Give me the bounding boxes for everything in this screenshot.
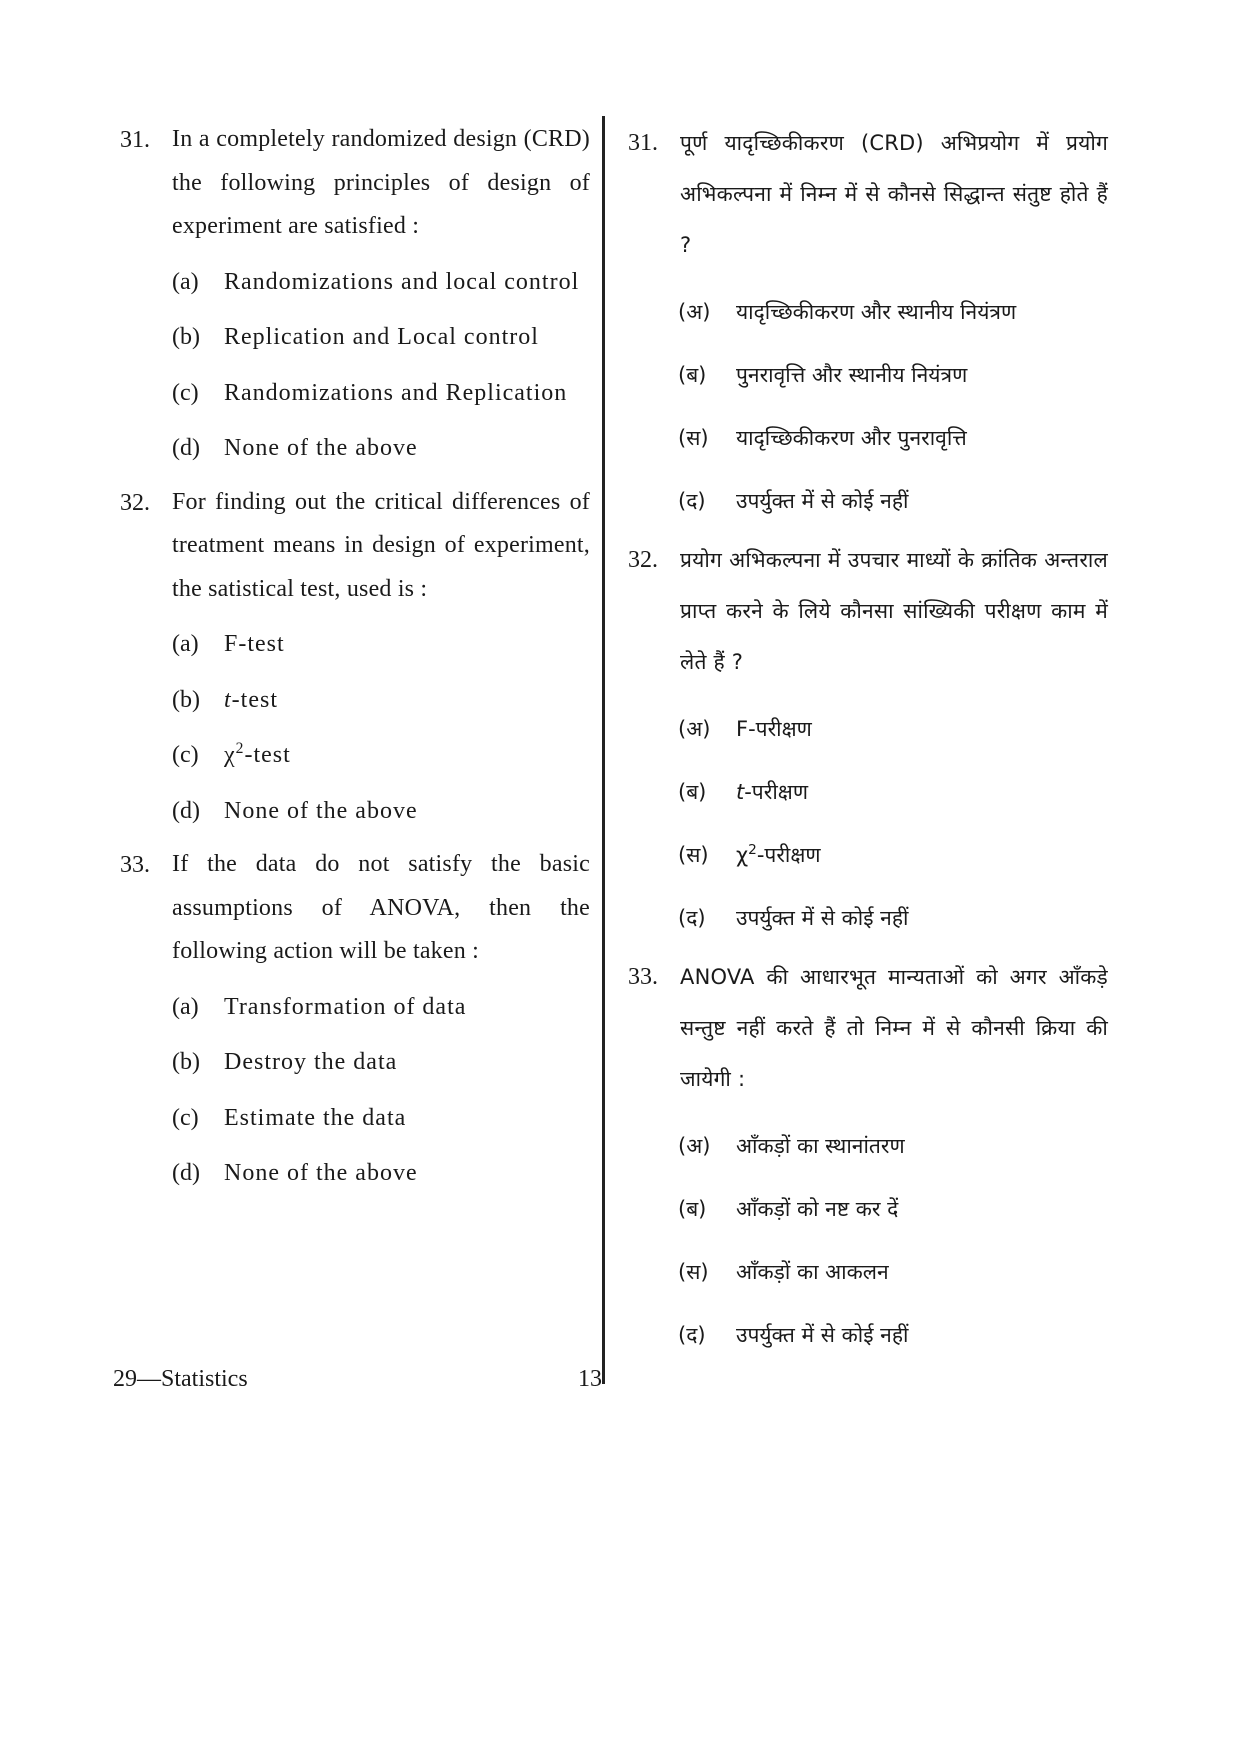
option-b [172, 679, 590, 723]
question-number: 31. [120, 127, 150, 153]
option-b [678, 770, 1108, 814]
option-c [678, 833, 1108, 877]
option-label: (d) [172, 435, 200, 461]
question-text: प्रयोग अभिकल्पना में उपचार माध्यों के क्रांतिक अन्तराल प्राप्त करने के लिये कौनसा सांख्यिकी परीक्षण काम में लेते हैं ? [680, 548, 1108, 674]
option-label: (ब) [678, 780, 707, 804]
option-label: (स) [678, 843, 709, 867]
question-text: If the data do not satisfy the basic assumptions of ANOVA, then the following action will be taken : [172, 851, 590, 964]
option-a [172, 986, 590, 1030]
question-31-en [110, 118, 590, 471]
question-text: ANOVA की आधारभूत मान्यताओं को अगर आँकड़े सन्तुष्ट नहीं करते हैं तो निम्न में से कौनसी क्रिया की जायेगी : [680, 965, 1108, 1091]
option-a [678, 290, 1108, 334]
option-a [678, 1124, 1108, 1168]
option-label: (a) [172, 993, 199, 1020]
option-d [172, 1152, 590, 1196]
option-text: आँकड़ों का आकलन [736, 1260, 889, 1284]
option-c [678, 416, 1108, 460]
option-text: Estimate the data [224, 1104, 407, 1131]
option-text: F-test [224, 631, 285, 657]
option-list [618, 290, 1108, 523]
option-label: (b) [172, 1049, 200, 1075]
option-text: $\chi^2$-test [224, 740, 291, 768]
option-list [618, 1124, 1108, 1357]
option-list [618, 707, 1108, 940]
option-list [110, 261, 590, 471]
option-text: Randomizations and Replication [224, 379, 568, 406]
question-number: 31. [628, 130, 658, 156]
question-number: 32. [628, 547, 658, 573]
option-label: (d) [172, 797, 200, 824]
option-d [678, 479, 1108, 523]
option-label: (c) [172, 1104, 199, 1131]
option-b [172, 316, 590, 360]
option-text: Replication and Local control [224, 324, 539, 350]
option-d [172, 427, 590, 471]
option-label: (द) [678, 489, 706, 513]
option-d [678, 1313, 1108, 1357]
option-c [172, 734, 590, 778]
option-list [110, 986, 590, 1196]
question-32-en [110, 481, 590, 834]
option-text: आँकड़ों को नष्ट कर दें [736, 1197, 899, 1221]
hindi-column [618, 118, 1108, 1357]
option-text: Destroy the data [224, 1049, 398, 1075]
question-number: 33. [120, 852, 150, 878]
option-c [678, 1250, 1108, 1294]
option-d [678, 896, 1108, 940]
option-b [172, 1041, 590, 1085]
option-text: t-परीक्षण [736, 780, 809, 804]
option-a [172, 261, 590, 305]
column-divider [602, 116, 605, 1384]
paper-code: 29—Statistics [113, 1366, 248, 1392]
option-text: None of the above [224, 797, 418, 824]
question-text: For finding out the critical differences of treatment means in design of experiment, the satistical test, used is : [172, 488, 590, 602]
option-d [172, 790, 590, 834]
option-c [172, 1097, 590, 1141]
option-b [678, 1187, 1108, 1231]
question-number: 32. [120, 489, 150, 516]
english-column [110, 118, 590, 1196]
option-text: उपर्युक्त में से कोई नहीं [736, 906, 909, 930]
option-label: (a) [172, 268, 199, 295]
option-a [172, 623, 590, 667]
question-text: पूर्ण यादृच्छिकीकरण (CRD) अभिप्रयोग में प्रयोग अभिकल्पना में निम्न में से कौनसे सिद्धान्त संतुष्ट होते हैं ? [680, 131, 1108, 257]
option-text: उपर्युक्त में से कोई नहीं [736, 1323, 909, 1347]
option-text: यादृच्छिकीकरण और स्थानीय नियंत्रण [736, 300, 1017, 324]
option-text: Randomizations and local control [224, 268, 580, 295]
option-label: (अ) [678, 717, 711, 741]
option-text: आँकड़ों का स्थानांतरण [736, 1134, 905, 1158]
page-number: 13 [578, 1366, 602, 1392]
option-list [110, 623, 590, 833]
option-label: (d) [172, 1160, 200, 1186]
question-33-en [110, 843, 590, 1196]
option-label: (c) [172, 379, 199, 406]
option-label: (ब) [678, 363, 707, 387]
option-text: None of the above [224, 435, 418, 461]
option-text: $\chi^2-परीक्षण$ [736, 842, 821, 867]
option-label: (a) [172, 631, 199, 657]
option-c [172, 372, 590, 416]
option-text: t-test [224, 686, 278, 713]
option-label: (b) [172, 686, 200, 713]
option-text: यादृच्छिकीकरण और पुनरावृत्ति [736, 426, 967, 450]
question-31-hi [618, 118, 1108, 523]
option-label: (अ) [678, 1134, 711, 1158]
option-text: उपर्युक्त में से कोई नहीं [736, 489, 909, 513]
question-number: 33. [628, 964, 658, 990]
question-33-hi [618, 952, 1108, 1357]
option-label: (c) [172, 742, 199, 768]
option-b [678, 353, 1108, 397]
option-a [678, 707, 1108, 751]
option-label: (स) [678, 426, 709, 450]
question-text: In a completely randomized design (CRD) the following principles of design of experiment are satisfied : [172, 126, 590, 239]
option-label: (स) [678, 1260, 709, 1284]
option-label: (द) [678, 906, 706, 930]
question-32-hi [618, 535, 1108, 940]
option-text: Transformation of data [224, 993, 467, 1020]
option-label: (अ) [678, 300, 711, 324]
option-label: (द) [678, 1323, 706, 1347]
option-text: पुनरावृत्ति और स्थानीय नियंत्रण [736, 363, 968, 387]
option-text: None of the above [224, 1160, 418, 1186]
option-label: (ब) [678, 1197, 707, 1221]
option-text: F-परीक्षण [736, 717, 812, 741]
option-label: (b) [172, 324, 200, 350]
